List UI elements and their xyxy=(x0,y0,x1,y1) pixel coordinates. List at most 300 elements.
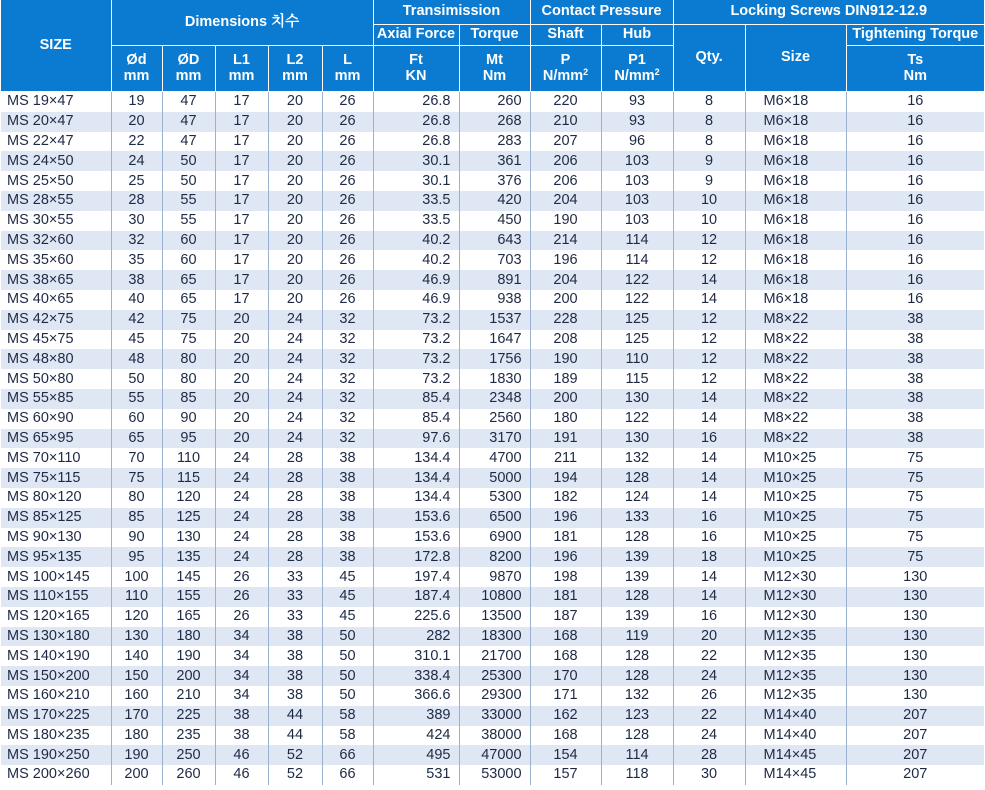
qty-cell: 18 xyxy=(673,547,745,567)
l1-cell: 26 xyxy=(215,587,268,607)
l2-cell: 24 xyxy=(268,429,322,449)
qty-header: Qty. xyxy=(673,25,745,92)
outer-d-cell: 55 xyxy=(162,191,215,211)
column-unit: $N/mm^2$ xyxy=(614,66,660,84)
shaft-pressure-cell: 196 xyxy=(530,508,601,528)
torque-cell: 8200 xyxy=(459,547,530,567)
shaft-pressure-cell: 228 xyxy=(530,310,601,330)
axial-force-cell: 40.2 xyxy=(373,231,459,251)
hub-pressure-cell: 93 xyxy=(601,112,673,132)
spec-table xyxy=(1,0,984,785)
l2-cell: 44 xyxy=(268,726,322,746)
qty-cell: 8 xyxy=(673,132,745,152)
bore-d-cell: 32 xyxy=(111,231,162,251)
qty-cell: 26 xyxy=(673,686,745,706)
l1-cell: 17 xyxy=(215,191,268,211)
l1-cell: 17 xyxy=(215,270,268,290)
table-row xyxy=(1,567,984,587)
l1-cell: 24 xyxy=(215,468,268,488)
column-unit: KN xyxy=(405,67,427,84)
axial-force-cell: 30.1 xyxy=(373,151,459,171)
unit-header-cell xyxy=(215,46,268,92)
table-row xyxy=(1,310,984,330)
l1-cell: 20 xyxy=(215,429,268,449)
l2-cell: 33 xyxy=(268,587,322,607)
screw-size-cell: M10×25 xyxy=(745,528,846,548)
tightening-torque-cell: 16 xyxy=(846,231,984,251)
axial-force-cell: 46.9 xyxy=(373,270,459,290)
dimensions-header: Dimensions 치수 xyxy=(111,0,373,46)
outer-d-cell: 135 xyxy=(162,547,215,567)
screw-size-cell: M6×18 xyxy=(745,151,846,171)
screw-size-cell: M6×18 xyxy=(745,191,846,211)
size-cell: MS 50×80 xyxy=(1,369,111,389)
tightening-torque-cell: 38 xyxy=(846,369,984,389)
l1-cell: 17 xyxy=(215,92,268,112)
shaft-pressure-cell: 208 xyxy=(530,330,601,350)
hub-pressure-cell: 122 xyxy=(601,270,673,290)
torque-cell: 4700 xyxy=(459,448,530,468)
tightening-torque-cell: 16 xyxy=(846,191,984,211)
screw-size-cell: M14×45 xyxy=(745,745,846,765)
hub-pressure-cell: 119 xyxy=(601,627,673,647)
contact-pressure-header: Contact Pressure xyxy=(530,0,673,25)
tightening-torque-cell: 38 xyxy=(846,409,984,429)
size-cell: MS 38×65 xyxy=(1,270,111,290)
hub-pressure-cell: 128 xyxy=(601,666,673,686)
torque-cell: 6500 xyxy=(459,508,530,528)
size-cell: MS 65×95 xyxy=(1,429,111,449)
table-row xyxy=(1,250,984,270)
bore-d-cell: 80 xyxy=(111,488,162,508)
l2-cell: 33 xyxy=(268,607,322,627)
l-cell: 32 xyxy=(322,409,373,429)
l-cell: 32 xyxy=(322,310,373,330)
l2-cell: 28 xyxy=(268,547,322,567)
screw-size-cell: M6×18 xyxy=(745,231,846,251)
size-cell: MS 70×110 xyxy=(1,448,111,468)
screw-size-cell: M10×25 xyxy=(745,508,846,528)
bore-d-cell: 35 xyxy=(111,250,162,270)
screw-size-cell: M10×25 xyxy=(745,488,846,508)
size-cell: MS 90×130 xyxy=(1,528,111,548)
table-row xyxy=(1,330,984,350)
size-cell: MS 55×85 xyxy=(1,389,111,409)
outer-d-cell: 90 xyxy=(162,409,215,429)
screw-size-cell: M8×22 xyxy=(745,310,846,330)
l1-cell: 17 xyxy=(215,132,268,152)
shaft-pressure-cell: 196 xyxy=(530,547,601,567)
hub-pressure-cell: 110 xyxy=(601,349,673,369)
l2-cell: 44 xyxy=(268,706,322,726)
l-cell: 58 xyxy=(322,726,373,746)
hub-pressure-cell: 128 xyxy=(601,646,673,666)
l2-cell: 28 xyxy=(268,528,322,548)
qty-cell: 9 xyxy=(673,171,745,191)
l1-cell: 38 xyxy=(215,726,268,746)
size-cell: MS 80×120 xyxy=(1,488,111,508)
l-cell: 38 xyxy=(322,488,373,508)
hub-pressure-cell: 123 xyxy=(601,706,673,726)
table-row xyxy=(1,607,984,627)
unit-header-cell xyxy=(601,46,673,92)
axial-force-cell: 26.8 xyxy=(373,92,459,112)
shaft-pressure-cell: 198 xyxy=(530,567,601,587)
hub-pressure-cell: 115 xyxy=(601,369,673,389)
outer-d-cell: 95 xyxy=(162,429,215,449)
screw-size-cell: M14×40 xyxy=(745,706,846,726)
unit-header-cell xyxy=(373,46,459,92)
size-header: SIZE xyxy=(1,0,111,92)
shaft-pressure-cell: 206 xyxy=(530,151,601,171)
size-cell: MS 48×80 xyxy=(1,349,111,369)
screw-size-cell: M6×18 xyxy=(745,112,846,132)
l1-cell: 34 xyxy=(215,686,268,706)
screw-size-cell: M12×30 xyxy=(745,587,846,607)
hub-header: Hub xyxy=(601,25,673,46)
l-cell: 45 xyxy=(322,587,373,607)
size-cell: MS 190×250 xyxy=(1,745,111,765)
torque-cell: 10800 xyxy=(459,587,530,607)
l1-cell: 34 xyxy=(215,627,268,647)
l-cell: 26 xyxy=(322,270,373,290)
shaft-pressure-cell: 189 xyxy=(530,369,601,389)
screw-size-header: Size xyxy=(745,25,846,92)
shaft-pressure-cell: 168 xyxy=(530,646,601,666)
torque-cell: 18300 xyxy=(459,627,530,647)
table-row xyxy=(1,171,984,191)
axial-force-cell: 73.2 xyxy=(373,349,459,369)
l2-cell: 38 xyxy=(268,666,322,686)
hub-pressure-cell: 118 xyxy=(601,765,673,785)
shaft-pressure-cell: 154 xyxy=(530,745,601,765)
qty-cell: 8 xyxy=(673,92,745,112)
size-cell: MS 19×47 xyxy=(1,92,111,112)
column-symbol: Ød xyxy=(126,51,147,68)
axial-force-cell: 134.4 xyxy=(373,448,459,468)
shaft-pressure-cell: 187 xyxy=(530,607,601,627)
shaft-pressure-cell: 170 xyxy=(530,666,601,686)
bore-d-cell: 140 xyxy=(111,646,162,666)
size-cell: MS 110×155 xyxy=(1,587,111,607)
l2-cell: 52 xyxy=(268,745,322,765)
bore-d-cell: 85 xyxy=(111,508,162,528)
l1-cell: 17 xyxy=(215,151,268,171)
l2-cell: 20 xyxy=(268,151,322,171)
outer-d-cell: 47 xyxy=(162,132,215,152)
outer-d-cell: 200 xyxy=(162,666,215,686)
tightening-torque-cell: 75 xyxy=(846,547,984,567)
axial-force-cell: 531 xyxy=(373,765,459,785)
torque-cell: 53000 xyxy=(459,765,530,785)
l-cell: 50 xyxy=(322,686,373,706)
hub-pressure-cell: 103 xyxy=(601,191,673,211)
l2-cell: 28 xyxy=(268,468,322,488)
axial-force-cell: 134.4 xyxy=(373,488,459,508)
l1-cell: 17 xyxy=(215,290,268,310)
bore-d-cell: 130 xyxy=(111,627,162,647)
shaft-pressure-cell: 162 xyxy=(530,706,601,726)
outer-d-cell: 115 xyxy=(162,468,215,488)
bore-d-cell: 120 xyxy=(111,607,162,627)
axial-force-cell: 73.2 xyxy=(373,310,459,330)
tightening-torque-cell: 16 xyxy=(846,290,984,310)
bore-d-cell: 55 xyxy=(111,389,162,409)
qty-cell: 16 xyxy=(673,508,745,528)
hub-pressure-cell: 128 xyxy=(601,528,673,548)
table-row xyxy=(1,349,984,369)
hub-pressure-cell: 124 xyxy=(601,488,673,508)
table-header xyxy=(1,0,984,92)
size-cell: MS 200×260 xyxy=(1,765,111,785)
l1-cell: 20 xyxy=(215,389,268,409)
torque-cell: 2348 xyxy=(459,389,530,409)
size-cell: MS 22×47 xyxy=(1,132,111,152)
torque-cell: 938 xyxy=(459,290,530,310)
hub-pressure-cell: 103 xyxy=(601,151,673,171)
l2-cell: 38 xyxy=(268,686,322,706)
axial-force-cell: 197.4 xyxy=(373,567,459,587)
size-cell: MS 35×60 xyxy=(1,250,111,270)
bore-d-cell: 95 xyxy=(111,547,162,567)
l1-cell: 20 xyxy=(215,330,268,350)
l-cell: 32 xyxy=(322,429,373,449)
bore-d-cell: 42 xyxy=(111,310,162,330)
qty-cell: 14 xyxy=(673,448,745,468)
l-cell: 26 xyxy=(322,92,373,112)
screw-size-cell: M14×45 xyxy=(745,765,846,785)
l-cell: 50 xyxy=(322,627,373,647)
axial-force-cell: 172.8 xyxy=(373,547,459,567)
screw-size-cell: M12×35 xyxy=(745,627,846,647)
outer-d-cell: 235 xyxy=(162,726,215,746)
l1-cell: 17 xyxy=(215,112,268,132)
table-row xyxy=(1,627,984,647)
qty-cell: 14 xyxy=(673,468,745,488)
outer-d-cell: 180 xyxy=(162,627,215,647)
table-row xyxy=(1,409,984,429)
screw-size-cell: M6×18 xyxy=(745,132,846,152)
qty-cell: 24 xyxy=(673,726,745,746)
qty-cell: 30 xyxy=(673,765,745,785)
size-cell: MS 100×145 xyxy=(1,567,111,587)
shaft-pressure-cell: 157 xyxy=(530,765,601,785)
hub-pressure-cell: 128 xyxy=(601,726,673,746)
outer-d-cell: 65 xyxy=(162,290,215,310)
bore-d-cell: 24 xyxy=(111,151,162,171)
axial-force-cell: 187.4 xyxy=(373,587,459,607)
axial-force-cell: 389 xyxy=(373,706,459,726)
column-unit: mm xyxy=(334,67,361,84)
qty-cell: 20 xyxy=(673,627,745,647)
tightening-torque-cell: 16 xyxy=(846,211,984,231)
size-cell: MS 40×65 xyxy=(1,290,111,310)
shaft-pressure-cell: 211 xyxy=(530,448,601,468)
screw-size-cell: M10×25 xyxy=(745,468,846,488)
bore-d-cell: 45 xyxy=(111,330,162,350)
table-row xyxy=(1,92,984,112)
size-cell: MS 150×200 xyxy=(1,666,111,686)
torque-cell: 268 xyxy=(459,112,530,132)
qty-cell: 24 xyxy=(673,666,745,686)
l-cell: 32 xyxy=(322,369,373,389)
column-unit: mm xyxy=(282,67,308,84)
unit-header-cell xyxy=(322,46,373,92)
axial-force-cell: 134.4 xyxy=(373,468,459,488)
tightening-torque-cell: 16 xyxy=(846,112,984,132)
shaft-pressure-cell: 196 xyxy=(530,250,601,270)
torque-cell: 376 xyxy=(459,171,530,191)
size-cell: MS 30×55 xyxy=(1,211,111,231)
l2-cell: 28 xyxy=(268,488,322,508)
qty-cell: 12 xyxy=(673,330,745,350)
torque-cell: 450 xyxy=(459,211,530,231)
qty-cell: 9 xyxy=(673,151,745,171)
table-row xyxy=(1,508,984,528)
column-symbol: Mt xyxy=(486,51,503,68)
shaft-pressure-cell: 220 xyxy=(530,92,601,112)
screw-size-cell: M8×22 xyxy=(745,369,846,389)
table-row xyxy=(1,429,984,449)
hub-pressure-cell: 122 xyxy=(601,290,673,310)
torque-cell: 33000 xyxy=(459,706,530,726)
l2-cell: 20 xyxy=(268,132,322,152)
l-cell: 26 xyxy=(322,112,373,132)
qty-cell: 16 xyxy=(673,607,745,627)
l2-cell: 20 xyxy=(268,92,322,112)
axial-force-cell: 153.6 xyxy=(373,508,459,528)
tightening-torque-cell: 130 xyxy=(846,587,984,607)
table-row xyxy=(1,132,984,152)
shaft-pressure-cell: 190 xyxy=(530,211,601,231)
qty-cell: 8 xyxy=(673,112,745,132)
column-unit: Nm xyxy=(903,67,927,84)
l1-cell: 24 xyxy=(215,448,268,468)
outer-d-cell: 47 xyxy=(162,112,215,132)
axial-force-cell: 85.4 xyxy=(373,409,459,429)
torque-cell: 3170 xyxy=(459,429,530,449)
tightening-torque-cell: 75 xyxy=(846,448,984,468)
column-symbol: P xyxy=(560,51,571,68)
unit-header-cell xyxy=(111,46,162,92)
l2-cell: 24 xyxy=(268,409,322,429)
axial-force-cell: 310.1 xyxy=(373,646,459,666)
qty-cell: 12 xyxy=(673,310,745,330)
l-cell: 38 xyxy=(322,468,373,488)
table-row xyxy=(1,547,984,567)
size-cell: MS 75×115 xyxy=(1,468,111,488)
bore-d-cell: 25 xyxy=(111,171,162,191)
table-row xyxy=(1,488,984,508)
locking-screws-header: Locking Screws DIN912-12.9 xyxy=(673,0,984,25)
torque-cell: 5000 xyxy=(459,468,530,488)
hub-pressure-cell: 93 xyxy=(601,92,673,112)
tightening-torque-cell: 16 xyxy=(846,151,984,171)
tightening-torque-cell: 130 xyxy=(846,627,984,647)
screw-size-cell: M12×35 xyxy=(745,686,846,706)
shaft-pressure-cell: 210 xyxy=(530,112,601,132)
axial-force-header: Axial Force xyxy=(373,25,459,46)
table-row xyxy=(1,686,984,706)
torque-cell: 891 xyxy=(459,270,530,290)
bore-d-cell: 19 xyxy=(111,92,162,112)
screw-size-cell: M6×18 xyxy=(745,92,846,112)
shaft-pressure-cell: 180 xyxy=(530,409,601,429)
axial-force-cell: 46.9 xyxy=(373,290,459,310)
axial-force-cell: 424 xyxy=(373,726,459,746)
l1-cell: 26 xyxy=(215,607,268,627)
bore-d-cell: 170 xyxy=(111,706,162,726)
torque-cell: 260 xyxy=(459,92,530,112)
bore-d-cell: 20 xyxy=(111,112,162,132)
torque-cell: 2560 xyxy=(459,409,530,429)
bore-d-cell: 75 xyxy=(111,468,162,488)
table-row xyxy=(1,745,984,765)
table-row xyxy=(1,666,984,686)
tightening-torque-cell: 16 xyxy=(846,132,984,152)
l1-cell: 17 xyxy=(215,171,268,191)
size-cell: MS 24×50 xyxy=(1,151,111,171)
shaft-pressure-cell: 168 xyxy=(530,726,601,746)
tightening-torque-cell: 130 xyxy=(846,607,984,627)
size-cell: MS 28×55 xyxy=(1,191,111,211)
size-cell: MS 180×235 xyxy=(1,726,111,746)
bore-d-cell: 110 xyxy=(111,587,162,607)
column-unit: Nm xyxy=(482,67,507,84)
axial-force-cell: 97.6 xyxy=(373,429,459,449)
torque-cell: 21700 xyxy=(459,646,530,666)
outer-d-cell: 155 xyxy=(162,587,215,607)
table-row xyxy=(1,765,984,785)
l2-cell: 24 xyxy=(268,389,322,409)
l1-cell: 46 xyxy=(215,765,268,785)
hub-pressure-cell: 132 xyxy=(601,686,673,706)
outer-d-cell: 75 xyxy=(162,330,215,350)
tightening-torque-cell: 130 xyxy=(846,686,984,706)
outer-d-cell: 50 xyxy=(162,151,215,171)
bore-d-cell: 70 xyxy=(111,448,162,468)
table-row xyxy=(1,587,984,607)
outer-d-cell: 145 xyxy=(162,567,215,587)
axial-force-cell: 282 xyxy=(373,627,459,647)
screw-size-cell: M10×25 xyxy=(745,547,846,567)
torque-cell: 1756 xyxy=(459,349,530,369)
shaft-pressure-cell: 200 xyxy=(530,290,601,310)
outer-d-cell: 120 xyxy=(162,488,215,508)
bore-d-cell: 50 xyxy=(111,369,162,389)
qty-cell: 16 xyxy=(673,429,745,449)
l2-cell: 24 xyxy=(268,349,322,369)
column-symbol: L1 xyxy=(233,51,250,68)
outer-d-cell: 55 xyxy=(162,211,215,231)
tightening-torque-cell: 130 xyxy=(846,567,984,587)
transmission-header: Transimission xyxy=(373,0,530,25)
shaft-pressure-cell: 194 xyxy=(530,468,601,488)
screw-size-cell: M14×40 xyxy=(745,726,846,746)
shaft-pressure-cell: 182 xyxy=(530,488,601,508)
size-cell: MS 95×135 xyxy=(1,547,111,567)
table-row xyxy=(1,231,984,251)
tightening-torque-cell: 207 xyxy=(846,726,984,746)
l-cell: 38 xyxy=(322,508,373,528)
hub-pressure-cell: 130 xyxy=(601,429,673,449)
l2-cell: 52 xyxy=(268,765,322,785)
shaft-header: Shaft xyxy=(530,25,601,46)
column-symbol: ØD xyxy=(177,51,200,68)
tightening-torque-cell: 75 xyxy=(846,508,984,528)
l1-cell: 17 xyxy=(215,211,268,231)
outer-d-cell: 260 xyxy=(162,765,215,785)
